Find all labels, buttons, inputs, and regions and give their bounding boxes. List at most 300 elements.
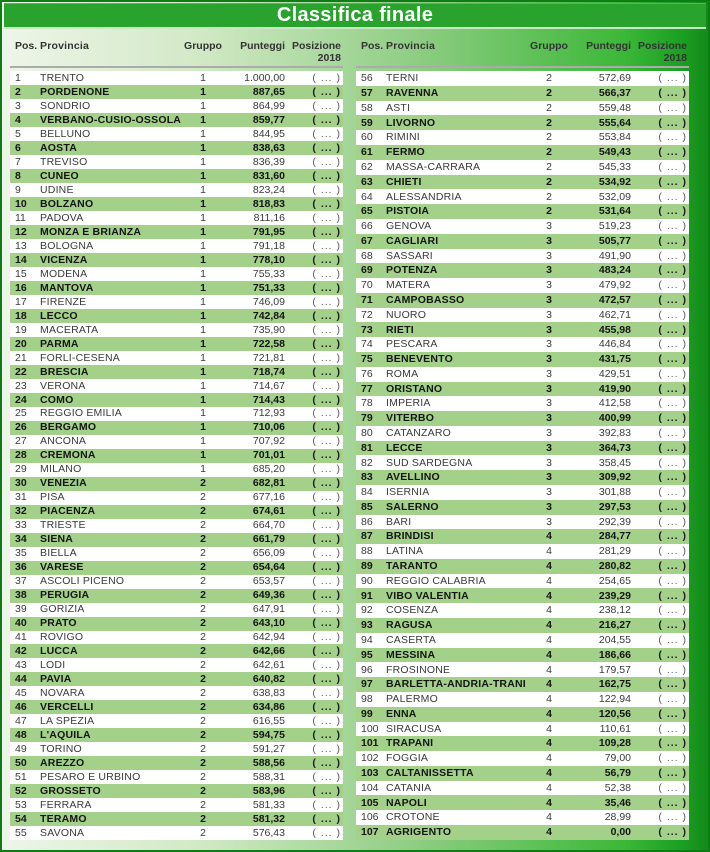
cell-gruppo: 3 [546,249,552,262]
table-row [10,211,343,225]
cell-pos: 53 [15,799,27,812]
cell-pos: 79 [361,412,373,425]
cell-gruppo: 2 [200,757,206,770]
table-row [10,617,343,631]
cell-pos: 77 [361,382,373,395]
cell-gruppo: 1 [200,435,206,448]
column-header-gruppo: Gruppo [530,40,568,52]
cell-provincia: IMPERIA [386,398,431,409]
cell-posizione: ( ... ) [658,663,687,676]
table-row [356,810,689,825]
cell-posizione: ( ... ) [658,766,687,779]
table-row [10,631,343,645]
table-row [10,71,343,85]
cell-provincia: PALERMO [386,694,438,705]
cell-pos: 82 [361,456,373,469]
cell-gruppo: 3 [546,412,552,425]
cell-provincia: BIELLA [40,548,77,559]
cell-punteggi: 836,39 [252,155,285,168]
cell-posizione: ( ... ) [312,673,341,686]
cell-gruppo: 2 [200,631,206,644]
cell-punteggi: 583,96 [252,785,285,798]
cell-provincia: SUD SARDEGNA [386,457,473,469]
cell-gruppo: 3 [546,323,552,336]
cell-pos: 6 [15,141,21,154]
cell-provincia: REGGIO EMILIA [40,408,122,419]
cell-provincia: CASERTA [386,634,437,646]
cell-punteggi: 588,56 [252,757,285,770]
cell-posizione: ( ... ) [312,603,341,616]
cell-posizione: ( ... ) [312,757,341,770]
cell-punteggi: 642,94 [252,631,285,644]
cell-punteggi: 204,55 [598,633,631,646]
cell-gruppo: 2 [200,519,206,532]
cell-posizione: ( ... ) [312,225,341,238]
cell-punteggi: 566,37 [598,87,631,100]
cell-pos: 22 [15,365,27,378]
table-row [356,485,689,500]
cell-gruppo: 4 [546,722,552,735]
cell-posizione: ( ... ) [658,574,687,587]
cell-provincia: CAMPOBASSO [386,294,465,306]
cell-punteggi: 755,33 [252,267,285,280]
table-row [356,189,689,204]
table-row [356,574,689,589]
cell-provincia: POTENZA [386,265,438,276]
cell-pos: 55 [15,827,27,840]
cell-pos: 38 [15,589,27,602]
cell-pos: 20 [15,337,27,350]
cell-pos: 49 [15,743,27,756]
cell-pos: 61 [361,146,373,159]
cell-gruppo: 4 [546,766,552,779]
table-row [356,500,689,515]
cell-punteggi: 446,84 [598,338,631,351]
cell-punteggi: 52,38 [604,781,631,794]
cell-provincia: GROSSETO [40,786,101,797]
cell-posizione: ( ... ) [312,337,341,350]
cell-gruppo: 4 [546,604,552,617]
cell-pos: 88 [361,545,373,558]
table-row [10,644,343,658]
cell-gruppo: 4 [546,781,552,794]
table-body-left [10,71,343,840]
cell-punteggi: 400,99 [598,412,631,425]
cell-posizione: ( ... ) [312,323,341,336]
cell-punteggi: 532,09 [598,190,631,203]
cell-posizione: ( ... ) [658,367,687,380]
cell-punteggi: 751,33 [252,281,285,294]
cell-punteggi: 742,84 [252,309,285,322]
cell-pos: 43 [15,659,27,672]
cell-pos: 81 [361,441,373,454]
cell-posizione: ( ... ) [312,211,341,224]
table-row [356,662,689,677]
cell-pos: 64 [361,190,373,203]
cell-punteggi: 455,98 [598,323,631,336]
cell-pos: 92 [361,604,373,617]
cell-provincia: UDINE [40,184,74,196]
cell-pos: 9 [15,183,21,196]
cell-pos: 103 [361,766,379,779]
cell-provincia: LODI [40,660,66,671]
table-row [356,677,689,692]
cell-posizione: ( ... ) [658,293,687,306]
cell-pos: 56 [361,72,373,85]
cell-pos: 107 [361,826,379,839]
cell-pos: 21 [15,351,27,364]
cell-provincia: TORINO [40,744,82,755]
page-title-text: Classifica finale [276,4,434,26]
cell-pos: 80 [361,427,373,440]
cell-gruppo: 3 [546,220,552,233]
cell-pos: 13 [15,239,27,252]
cell-posizione: ( ... ) [658,146,687,159]
cell-posizione: ( ... ) [658,604,687,617]
cell-posizione: ( ... ) [312,505,341,518]
table-row [356,515,689,530]
table-row [356,736,689,751]
cell-punteggi: 284,77 [598,530,631,543]
cell-posizione: ( ... ) [312,561,341,574]
cell-punteggi: 791,95 [252,225,285,238]
cell-posizione: ( ... ) [312,393,341,406]
table-row [10,826,343,840]
cell-punteggi: 505,77 [598,234,631,247]
table-row [356,441,689,456]
cell-punteggi: 216,27 [598,619,631,632]
table-row [356,603,689,618]
cell-pos: 73 [361,323,373,336]
cell-provincia: SONDRIO [40,100,91,112]
table-row [10,435,343,449]
cell-posizione: ( ... ) [658,560,687,573]
cell-pos: 34 [15,533,27,546]
column-header-posizione-line1: Posizione [291,40,341,52]
cell-posizione: ( ... ) [312,169,341,182]
cell-gruppo: 1 [200,267,206,280]
cell-pos: 52 [15,785,27,798]
cell-punteggi: 109,28 [598,737,631,750]
cell-punteggi: 531,64 [598,205,631,218]
column-header-gruppo: Gruppo [184,40,222,52]
cell-punteggi: 292,39 [598,515,631,528]
cell-provincia: TREVISO [40,156,88,168]
cell-pos: 63 [361,175,373,188]
cell-punteggi: 710,06 [252,421,285,434]
cell-provincia: PESARO E URBINO [40,772,141,783]
cell-pos: 50 [15,757,27,770]
cell-posizione: ( ... ) [312,477,341,490]
cell-pos: 42 [15,645,27,658]
cell-gruppo: 2 [200,799,206,812]
cell-pos: 7 [15,155,21,168]
cell-punteggi: 1.000,00 [244,71,285,84]
cell-gruppo: 4 [546,545,552,558]
cell-gruppo: 3 [546,353,552,366]
table-row [10,337,343,351]
cell-posizione: ( ... ) [312,687,341,700]
cell-punteggi: 818,83 [252,197,285,210]
table-row [10,533,343,547]
table-row [10,351,343,365]
table-row [10,365,343,379]
table-row [10,603,343,617]
cell-pos: 54 [15,813,27,826]
table-row [10,547,343,561]
cell-punteggi: 778,10 [252,253,285,266]
table-row [356,722,689,737]
table-row [10,407,343,421]
cell-punteggi: 647,91 [252,603,285,616]
cell-punteggi: 462,71 [598,308,631,321]
table-row [10,155,343,169]
cell-posizione: ( ... ) [312,71,341,84]
cell-punteggi: 591,27 [252,743,285,756]
cell-punteggi: 162,75 [598,678,631,691]
table-row [10,505,343,519]
cell-posizione: ( ... ) [658,486,687,499]
cell-punteggi: 791,18 [252,239,285,252]
cell-posizione: ( ... ) [312,183,341,196]
cell-posizione: ( ... ) [312,785,341,798]
cell-posizione: ( ... ) [312,127,341,140]
cell-punteggi: 534,92 [598,175,631,188]
column-header-punteggi: Punteggi [240,40,285,52]
cell-gruppo: 1 [200,351,206,364]
cell-provincia: VICENZA [40,254,88,266]
column-header-posizione-2018 [285,40,343,64]
cell-provincia: COMO [40,394,74,405]
cell-pos: 70 [361,279,373,292]
cell-posizione: ( ... ) [658,619,687,632]
table-row [10,393,343,407]
cell-gruppo: 3 [546,456,552,469]
cell-provincia: LA SPEZIA [40,716,95,727]
cell-provincia: PRATO [40,618,77,629]
cell-punteggi: 656,09 [252,547,285,560]
cell-gruppo: 4 [546,619,552,632]
table-row [356,115,689,130]
cell-provincia: GORIZIA [40,604,85,615]
cell-provincia: ANCONA [40,436,87,447]
cell-punteggi: 239,29 [598,589,631,602]
cell-posizione: ( ... ) [658,456,687,469]
cell-provincia: NUORO [386,309,427,321]
cell-provincia: TRENTO [40,72,85,84]
cell-posizione: ( ... ) [312,295,341,308]
cell-posizione: ( ... ) [658,589,687,602]
cell-gruppo: 1 [200,407,206,420]
cell-punteggi: 429,51 [598,367,631,380]
cell-posizione: ( ... ) [658,648,687,661]
cell-punteggi: 179,57 [598,663,631,676]
cell-posizione: ( ... ) [312,239,341,252]
cell-provincia: AOSTA [40,142,77,154]
cell-punteggi: 545,33 [598,160,631,173]
cell-posizione: ( ... ) [312,351,341,364]
table-row [356,529,689,544]
table-row [10,812,343,826]
cell-provincia: FOGGIA [386,753,429,764]
cell-gruppo: 1 [200,85,206,98]
cell-pos: 89 [361,560,373,573]
cell-pos: 35 [15,547,27,560]
cell-punteggi: 549,43 [598,146,631,159]
table-row [356,795,689,810]
cell-gruppo: 1 [200,323,206,336]
cell-punteggi: 642,61 [252,659,285,672]
table-row [356,86,689,101]
cell-provincia: FERRARA [40,800,92,811]
cell-posizione: ( ... ) [658,131,687,144]
column-header-posizione-line2: 2018 [317,52,341,65]
cell-gruppo: 3 [546,471,552,484]
cell-posizione: ( ... ) [312,435,341,448]
table-row [10,798,343,812]
cell-gruppo: 2 [200,743,206,756]
cell-posizione: ( ... ) [658,633,687,646]
cell-pos: 65 [361,205,373,218]
cell-provincia: CREMONA [40,450,96,461]
cell-gruppo: 1 [200,309,206,322]
cell-gruppo: 1 [200,281,206,294]
cell-provincia: ENNA [386,708,417,720]
cell-pos: 76 [361,367,373,380]
cell-provincia: GENOVA [386,221,432,232]
cell-gruppo: 3 [546,264,552,277]
table-row [10,658,343,672]
cell-provincia: MANTOVA [40,282,94,294]
cell-posizione: ( ... ) [658,707,687,720]
cell-gruppo: 4 [546,737,552,750]
table-row [356,411,689,426]
column-header-pos: Pos. [15,40,38,52]
cell-provincia: MACERATA [40,324,99,336]
cell-posizione: ( ... ) [658,190,687,203]
cell-gruppo: 4 [546,752,552,765]
cell-provincia: LECCO [40,310,78,322]
cell-posizione: ( ... ) [312,813,341,826]
cell-gruppo: 4 [546,707,552,720]
cell-gruppo: 2 [546,160,552,173]
table-row [356,71,689,86]
table-row [10,183,343,197]
cell-punteggi: 859,77 [252,113,285,126]
cell-gruppo: 2 [200,477,206,490]
cell-posizione: ( ... ) [658,471,687,484]
cell-pos: 19 [15,323,27,336]
cell-punteggi: 581,33 [252,799,285,812]
cell-gruppo: 2 [200,701,206,714]
cell-pos: 8 [15,169,21,182]
cell-provincia: TRAPANI [386,738,434,749]
table-row [356,130,689,145]
table-row [356,249,689,264]
cell-posizione: ( ... ) [312,715,341,728]
cell-posizione: ( ... ) [658,826,687,839]
cell-provincia: BARLETTA-ANDRIA-TRANI [386,679,526,690]
cell-punteggi: 707,92 [252,435,285,448]
cell-punteggi: 555,64 [598,116,631,129]
column-header-posizione-line2: 2018 [663,52,687,65]
cell-provincia: ROMA [386,368,419,380]
cell-pos: 32 [15,505,27,518]
cell-pos: 68 [361,249,373,262]
table-row [10,197,343,211]
table-row [10,281,343,295]
cell-provincia: LATINA [386,546,424,557]
table-row [10,295,343,309]
cell-gruppo: 2 [200,673,206,686]
cell-provincia: PAVIA [40,674,72,685]
cell-provincia: ASTI [386,102,411,114]
cell-pos: 94 [361,633,373,646]
cell-punteggi: 643,10 [252,617,285,630]
cell-posizione: ( ... ) [312,575,341,588]
cell-provincia: PESCARA [386,339,438,350]
cell-posizione: ( ... ) [658,500,687,513]
cell-gruppo: 2 [200,645,206,658]
cell-posizione: ( ... ) [658,811,687,824]
cell-pos: 58 [361,101,373,114]
cell-gruppo: 2 [546,116,552,129]
table-row [356,278,689,293]
table-row [356,633,689,648]
cell-posizione: ( ... ) [312,463,341,476]
cell-gruppo: 1 [200,421,206,434]
cell-pos: 12 [15,225,27,238]
table-row [10,267,343,281]
table-row [10,225,343,239]
cell-posizione: ( ... ) [658,382,687,395]
cell-pos: 59 [361,116,373,129]
cell-posizione: ( ... ) [312,701,341,714]
table-row [356,618,689,633]
cell-pos: 98 [361,693,373,706]
cell-punteggi: 431,75 [598,353,631,366]
cell-punteggi: 594,75 [252,729,285,742]
cell-gruppo: 2 [200,617,206,630]
cell-provincia: CATANIA [386,782,432,794]
cell-pos: 10 [15,197,27,210]
cell-provincia: PISTOIA [386,206,430,217]
cell-gruppo: 2 [200,575,206,588]
table-header [356,33,689,68]
cell-punteggi: 122,94 [598,693,631,706]
cell-posizione: ( ... ) [658,397,687,410]
cell-gruppo: 3 [546,367,552,380]
cell-provincia: NAPOLI [386,797,427,809]
cell-punteggi: 831,60 [252,169,285,182]
cell-gruppo: 4 [546,796,552,809]
column-header-provincia: Provincia [40,40,90,52]
cell-pos: 57 [361,87,373,100]
table-row [10,169,343,183]
cell-gruppo: 2 [200,505,206,518]
cell-punteggi: 677,16 [252,491,285,504]
cell-gruppo: 2 [200,827,206,840]
cell-provincia: VERBANO-CUSIO-OSSOLA [40,114,182,126]
cell-punteggi: 479,92 [598,279,631,292]
cell-provincia: SIRACUSA [386,723,442,735]
cell-posizione: ( ... ) [312,449,341,462]
table-row [356,692,689,707]
cell-provincia: CROTONE [386,812,440,823]
cell-punteggi: 714,67 [252,379,285,392]
table-row [356,308,689,323]
cell-posizione: ( ... ) [312,253,341,266]
